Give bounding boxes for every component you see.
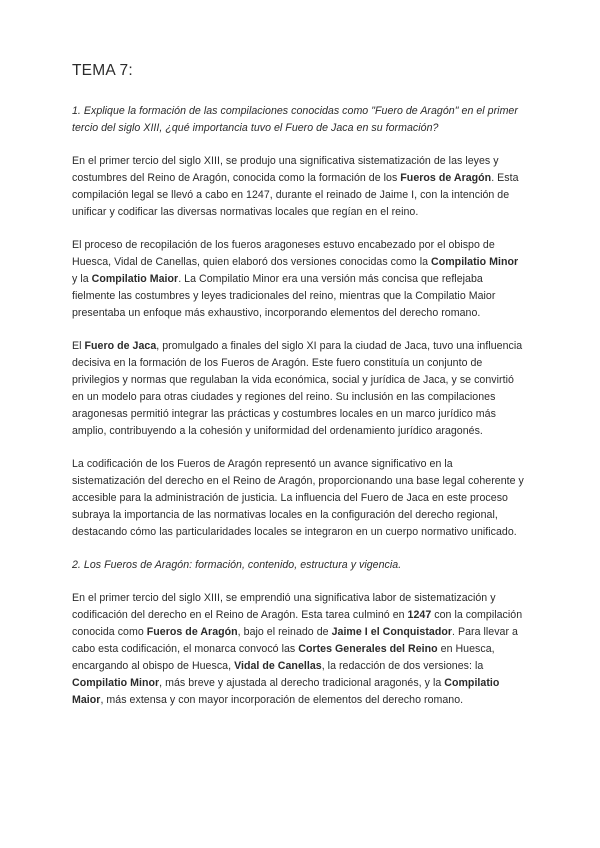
question-heading — [72, 557, 524, 574]
text-run: 2. Los Fueros de Aragón: formación, contenido, estructura y vigencia. — [72, 558, 402, 571]
emphasis-term: Fuero de Jaca — [84, 339, 157, 352]
text-run: 1. Explique la formación de las compilaciones conocidas como "Fuero de Aragón" en el primer tercio del siglo XIII, ¿qué importancia tuvo el Fuero de Jaca en su formación? — [72, 104, 518, 134]
body-paragraph — [72, 338, 524, 440]
text-run: , promulgado a finales del siglo XI para la ciudad de Jaca, tuvo una influencia decisiva en la formación de los Fueros de Aragón. Este fuero constituía un conjunto de privilegios y normas que regulaban la vida económica, social y jurídica de Jaca, y se convirtió en un modelo para otras ciudades y regiones del reino. Su inclusión en las compilaciones aragonesas permitió integrar las prácticas y costumbres locales en un marco jurídico más amplio, contribuyendo a la cohesión y uniformidad del ordenamiento jurídico aragonés. — [72, 339, 523, 437]
body-paragraph — [72, 237, 524, 322]
emphasis-term: Compilatio Minor — [431, 255, 519, 268]
text-run: en Huesca, encargando al obispo de Huesca, — [72, 642, 495, 672]
text-run: El — [72, 339, 85, 352]
text-run: En el primer tercio del siglo XIII, se produjo una significativa sistematización de las leyes y costumbres del Reino de Aragón, conocida como la formación de los — [72, 154, 499, 184]
text-run: . Para llevar a cabo esta codificación, el monarca convocó las — [72, 625, 518, 655]
text-run: , más extensa y con mayor incorporación de elementos del derecho romano. — [100, 693, 464, 706]
text-run: El proceso de recopilación de los fueros aragoneses estuvo encabezado por el obispo de Huesca, Vidal de Canellas, quien elaboró dos versiones conocidas como la — [72, 238, 495, 268]
page-title: TEMA 7: — [72, 62, 133, 79]
emphasis-term: Fueros de Aragón — [146, 625, 238, 638]
emphasis-term: Jaime I el Conquistador — [331, 625, 452, 638]
body-paragraph — [72, 456, 524, 541]
body-paragraph — [72, 590, 524, 709]
text-run: En el primer tercio del siglo XIII, se emprendió una significativa labor de sistematización y codificación del derecho en el Reino de Aragón. Esta tarea culminó en — [72, 591, 496, 621]
emphasis-term: Compilatio Maior — [91, 272, 179, 285]
text-run: , bajo el reinado de — [237, 625, 332, 638]
emphasis-term: Vidal de Canellas — [234, 659, 322, 672]
text-run: con la compilación conocida como — [72, 608, 523, 638]
text-run: La codificación de los Fueros de Aragón representó un avance significativo en la sistematización del derecho en el Reino de Aragón, proporcionando una base legal coherente y accesible para la administración de justicia. La influencia del Fuero de Jaca en este proceso subraya la importancia de las normativas locales en la configuración del derecho regional, destacando cómo las particularidades locales se integraron en un cuerpo normativo unificado. — [72, 457, 524, 538]
emphasis-term: Compilatio Minor — [72, 676, 160, 689]
text-run: . Esta compilación legal se llevó a cabo en 1247, durante el reinado de Jaime I, con la intención de unificar y codificar las diversas normativas locales que regían en el reino. — [72, 171, 519, 218]
text-run: , la redacción de dos versiones: la — [321, 659, 484, 672]
emphasis-term: Cortes Generales del Reino — [298, 642, 438, 655]
question-heading — [72, 103, 524, 137]
text-run: . La Compilatio Minor era una versión más concisa que reflejaba fielmente las costumbres y leyes tradicionales del reino, mientras que la Compilatio Maior presentaba un enfoque más exhaustivo, incorporando elementos del derecho romano. — [72, 272, 496, 319]
document-body — [72, 103, 524, 709]
body-paragraph — [72, 153, 524, 221]
emphasis-term: 1247 — [407, 608, 432, 621]
emphasis-term: Fueros de Aragón — [400, 171, 492, 184]
emphasis-term: Compilatio Maior — [72, 676, 500, 706]
text-run: y la — [72, 272, 92, 285]
text-run: , más breve y ajustada al derecho tradicional aragonés, y la — [159, 676, 445, 689]
